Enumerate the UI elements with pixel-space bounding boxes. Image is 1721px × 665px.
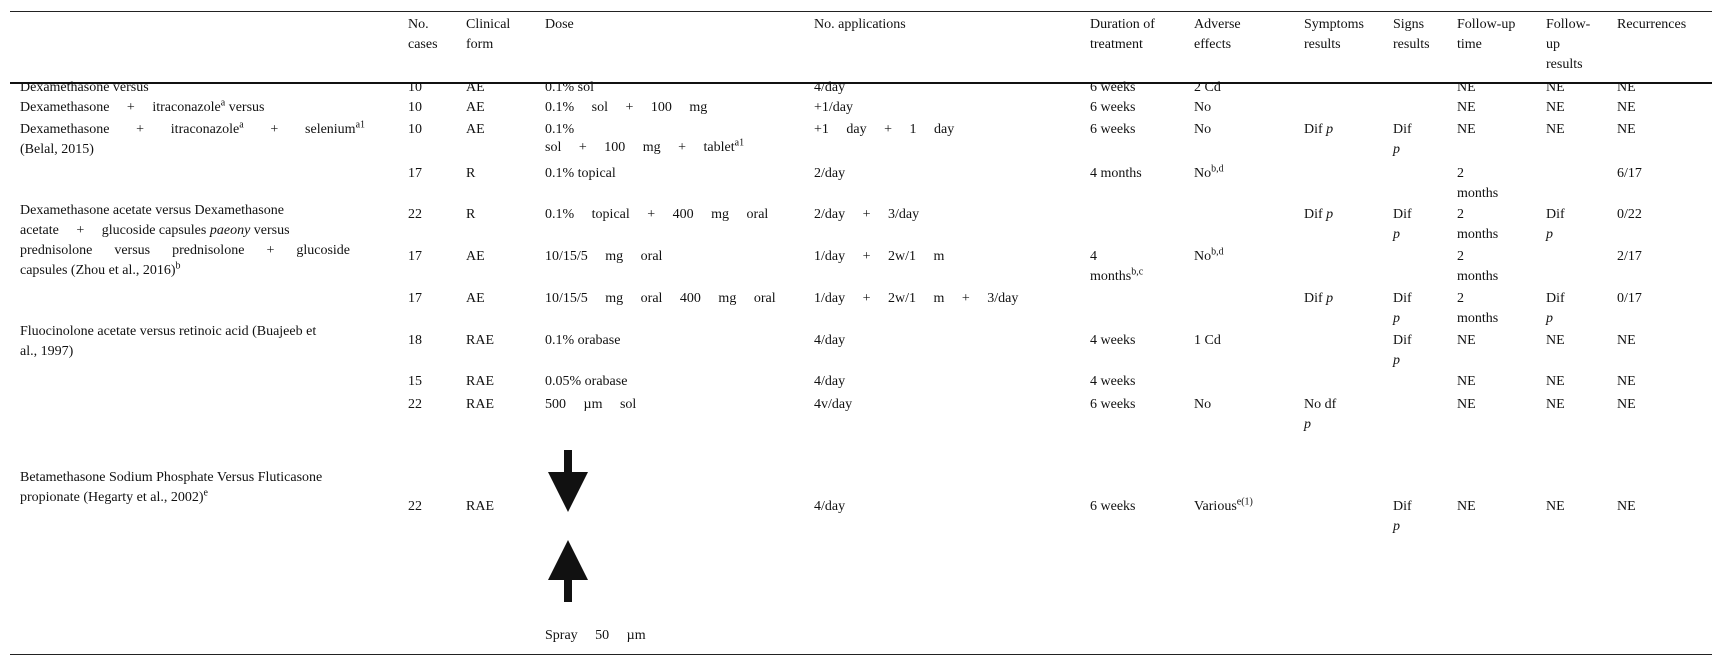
cell-dose: 10/15/5 mg oral bbox=[545, 249, 663, 264]
cell-dose: 10/15/5 mg oral 400 mg oral bbox=[545, 291, 776, 306]
header-adverse-effects: Adverse effects bbox=[1194, 17, 1241, 52]
cell-form: AE bbox=[466, 291, 485, 306]
cell-dose-line1: 0.1% bbox=[545, 122, 575, 137]
cell-symptoms: Dif p bbox=[1304, 207, 1334, 222]
study-hegarty-line2: propionate (Hegarty et al., 2002)$^e$ bbox=[20, 487, 208, 505]
cell-form: AE bbox=[466, 249, 485, 264]
cell-form: RAE bbox=[466, 397, 494, 412]
cell-cases: 15 bbox=[408, 374, 422, 389]
cell-fu-time-line2: months bbox=[1457, 186, 1499, 201]
cell-duration: 6 weeks bbox=[1090, 100, 1136, 115]
cell-adverse: 1 Cd bbox=[1194, 333, 1221, 348]
cell-cases: 18 bbox=[408, 333, 422, 348]
cell-signs-line1: Dif bbox=[1393, 122, 1412, 137]
cell-fu-time: NE bbox=[1457, 374, 1476, 389]
cell-symptoms-line1: No df bbox=[1304, 397, 1337, 412]
cell-adverse: No bbox=[1194, 122, 1212, 137]
cell-fu-results-line1: Dif bbox=[1546, 207, 1565, 222]
cell-recurrences: 6/17 bbox=[1617, 166, 1642, 181]
cell-dose: 0.05% orabase bbox=[545, 374, 628, 389]
cell-adverse: Various$^{e(1)}$ bbox=[1194, 496, 1253, 514]
cell-adverse: No$^{b,d}$ bbox=[1194, 246, 1224, 264]
cell-duration: 4 weeks bbox=[1090, 333, 1136, 348]
cell-signs-line1: Dif bbox=[1393, 499, 1412, 514]
cell-applications: 4/day bbox=[814, 80, 846, 95]
cell-signs-line2: p bbox=[1393, 142, 1400, 157]
cell-adverse: No bbox=[1194, 100, 1212, 115]
cell-fu-time: NE bbox=[1457, 122, 1476, 137]
cell-duration: 4 weeks bbox=[1090, 374, 1136, 389]
cell-symptoms: Dif p bbox=[1304, 122, 1334, 137]
cell-duration: 6 weeks bbox=[1090, 80, 1136, 95]
cell-form: R bbox=[466, 207, 476, 222]
cell-fu-time: NE bbox=[1457, 333, 1476, 348]
cell-fu-time: NE bbox=[1457, 100, 1476, 115]
study-buajeeb-line2: al., 1997) bbox=[20, 344, 74, 359]
cell-applications: 1/day + 2w/1 m bbox=[814, 249, 945, 264]
cell-dose: 0.1% topical bbox=[545, 166, 616, 181]
cell-duration: 6 weeks bbox=[1090, 499, 1136, 514]
cell-fu-time: NE bbox=[1457, 80, 1476, 95]
cell-form: RAE bbox=[466, 499, 494, 514]
cell-duration: 4 months bbox=[1090, 166, 1142, 181]
cell-fu-time: NE bbox=[1457, 499, 1476, 514]
cell-cases: 22 bbox=[408, 397, 422, 412]
header-symptoms-results: Symptoms results bbox=[1304, 17, 1364, 52]
cell-recurrences: NE bbox=[1617, 374, 1636, 389]
header-signs-results: Signs results bbox=[1393, 17, 1430, 52]
cell-fu-results-line2: p bbox=[1546, 311, 1553, 326]
cell-form: RAE bbox=[466, 333, 494, 348]
cell-signs-line2: p bbox=[1393, 519, 1400, 534]
cell-signs-line2: p bbox=[1393, 353, 1400, 368]
cell-dose: 0.1% orabase bbox=[545, 333, 621, 348]
study-zhou-line2: acetate + glucoside capsules paeony versus bbox=[20, 223, 290, 238]
cell-recurrences: 0/22 bbox=[1617, 207, 1642, 222]
cell-form: R bbox=[466, 166, 476, 181]
cell-cases: 17 bbox=[408, 166, 422, 181]
header-duration: Duration of treatment bbox=[1090, 17, 1155, 52]
study-hegarty-line1: Betamethasone Sodium Phosphate Versus Fluticasone bbox=[20, 470, 323, 485]
cell-signs-line2: p bbox=[1393, 311, 1400, 326]
cell-applications: 4/day bbox=[814, 499, 846, 514]
cell-signs-line1: Dif bbox=[1393, 291, 1412, 306]
cell-form: AE bbox=[466, 122, 485, 137]
cell-fu-results: NE bbox=[1546, 333, 1565, 348]
study-belal-line3: Dexamethasone + itraconazole$^a$ + selenium$^{a1}$ bbox=[20, 119, 366, 137]
study-belal-ref: (Belal, 2015) bbox=[20, 142, 94, 157]
cell-applications: 2/day + 3/day bbox=[814, 207, 920, 222]
cell-dose: Spray 50 µm bbox=[545, 628, 646, 643]
cell-recurrences: NE bbox=[1617, 397, 1636, 412]
cell-fu-time-line1: 2 bbox=[1457, 166, 1464, 181]
cell-fu-results: NE bbox=[1546, 499, 1565, 514]
cell-fu-time: NE bbox=[1457, 397, 1476, 412]
study-buajeeb-line1: Fluocinolone acetate versus retinoic acid (Buajeeb et bbox=[20, 324, 317, 339]
cell-signs-line1: Dif bbox=[1393, 333, 1412, 348]
cell-applications: +1/day bbox=[814, 100, 853, 115]
cell-form: RAE bbox=[466, 374, 494, 389]
cell-cases: 10 bbox=[408, 80, 422, 95]
cell-cases: 17 bbox=[408, 249, 422, 264]
cell-duration-line2: months$^{b,c}$ bbox=[1090, 266, 1144, 284]
cell-fu-results: NE bbox=[1546, 122, 1565, 137]
cell-duration-line1: 4 bbox=[1090, 249, 1097, 264]
header-no-cases: No. cases bbox=[408, 17, 438, 52]
cell-symptoms-line2: p bbox=[1304, 417, 1311, 432]
cell-cases: 22 bbox=[408, 499, 422, 514]
header-followup-results: Follow-up results bbox=[1546, 17, 1591, 72]
cell-applications: +1 day + 1 day bbox=[814, 122, 955, 137]
cell-cases: 10 bbox=[408, 122, 422, 137]
cell-signs-line1: Dif bbox=[1393, 207, 1412, 222]
arrow-down-icon bbox=[546, 450, 590, 514]
cell-dose: 0.1% sol bbox=[545, 80, 594, 95]
cell-dose: 0.1% sol + 100 mg bbox=[545, 100, 708, 115]
cell-applications: 4/day bbox=[814, 374, 846, 389]
arrow-up-icon bbox=[546, 538, 590, 602]
cell-fu-results-line1: Dif bbox=[1546, 291, 1565, 306]
cell-recurrences: NE bbox=[1617, 333, 1636, 348]
cell-cases: 10 bbox=[408, 100, 422, 115]
cell-form: AE bbox=[466, 100, 485, 115]
cell-applications: 4v/day bbox=[814, 397, 853, 412]
cell-duration: 6 weeks bbox=[1090, 397, 1136, 412]
cell-fu-results: NE bbox=[1546, 374, 1565, 389]
cell-applications: 1/day + 2w/1 m + 3/day bbox=[814, 291, 1019, 306]
cell-fu-time-line2: months bbox=[1457, 269, 1499, 284]
cell-signs-line2: p bbox=[1393, 227, 1400, 242]
cell-fu-results: NE bbox=[1546, 80, 1565, 95]
header-clinical-form: Clinical form bbox=[466, 17, 511, 52]
cell-cases: 17 bbox=[408, 291, 422, 306]
study-belal-line1: Dexamethasone versus bbox=[20, 80, 149, 95]
cell-recurrences: NE bbox=[1617, 122, 1636, 137]
cell-adverse: 2 Cd bbox=[1194, 80, 1221, 95]
cell-fu-time-line1: 2 bbox=[1457, 207, 1464, 222]
table-bottom-rule bbox=[10, 654, 1712, 655]
data-table bbox=[10, 11, 1712, 655]
cell-symptoms: Dif p bbox=[1304, 291, 1334, 306]
header-dose: Dose bbox=[545, 17, 574, 32]
cell-dose: 0.1% topical + 400 mg oral bbox=[545, 207, 769, 222]
cell-duration: 6 weeks bbox=[1090, 122, 1136, 137]
cell-fu-results: NE bbox=[1546, 100, 1565, 115]
cell-fu-time-line1: 2 bbox=[1457, 249, 1464, 264]
study-zhou-line3: prednisolone versus prednisolone + glucoside bbox=[20, 243, 351, 258]
cell-applications: 2/day bbox=[814, 166, 846, 181]
cell-cases: 22 bbox=[408, 207, 422, 222]
cell-dose-line2: sol + 100 mg + tablet$^{a1}$ bbox=[545, 137, 745, 155]
cell-recurrences: 0/17 bbox=[1617, 291, 1642, 306]
table-top-rule bbox=[10, 11, 1712, 12]
cell-applications: 4/day bbox=[814, 333, 846, 348]
cell-recurrences: 2/17 bbox=[1617, 249, 1642, 264]
cell-dose: 500 µm sol bbox=[545, 397, 637, 412]
header-recurrences: Recurrences bbox=[1617, 17, 1687, 32]
cell-recurrences: NE bbox=[1617, 80, 1636, 95]
cell-form: AE bbox=[466, 80, 485, 95]
study-zhou-line1: Dexamethasone acetate versus Dexamethasone bbox=[20, 203, 284, 218]
header-followup-time: Follow-up time bbox=[1457, 17, 1516, 52]
cell-adverse: No bbox=[1194, 397, 1212, 412]
study-zhou-line4: capsules (Zhou et al., 2016)$^b$ bbox=[20, 260, 181, 278]
study-belal-line2: Dexamethasone + itraconazole$^a$ versus bbox=[20, 97, 265, 115]
cell-fu-results: NE bbox=[1546, 397, 1565, 412]
cell-fu-results-line2: p bbox=[1546, 227, 1553, 242]
cell-fu-time-line2: months bbox=[1457, 311, 1499, 326]
cell-adverse: No$^{b,d}$ bbox=[1194, 163, 1224, 181]
cell-recurrences: NE bbox=[1617, 100, 1636, 115]
cell-fu-time-line2: months bbox=[1457, 227, 1499, 242]
cell-recurrences: NE bbox=[1617, 499, 1636, 514]
header-no-applications: No. applications bbox=[814, 17, 906, 32]
cell-fu-time-line1: 2 bbox=[1457, 291, 1464, 306]
